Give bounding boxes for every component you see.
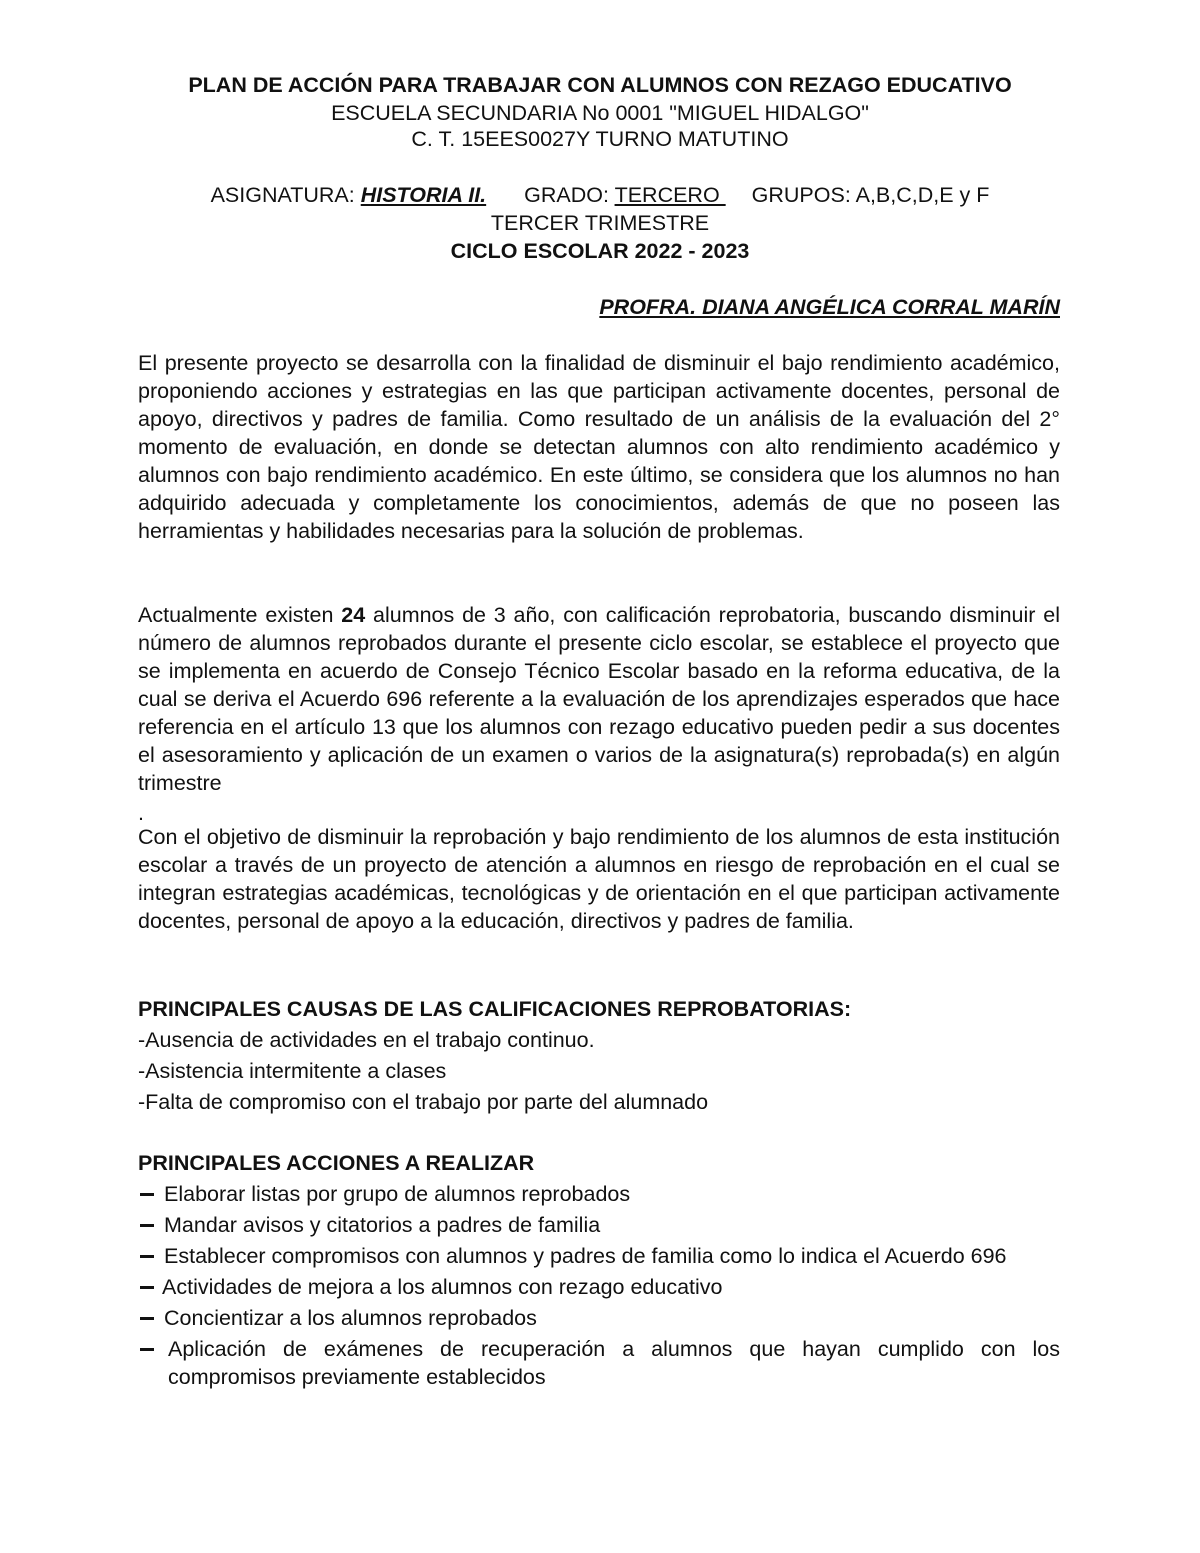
school-name: ESCUELA SECUNDARIA No 0001 "MIGUEL HIDALGO" xyxy=(331,101,869,125)
document-title: PLAN DE ACCIÓN PARA TRABAJAR CON ALUMNOS CON REZAGO EDUCATIVO xyxy=(188,73,1012,97)
action-item xyxy=(138,1304,1060,1332)
subject-value: HISTORIA II. xyxy=(360,183,487,207)
grade-label: GRADO: xyxy=(524,183,615,207)
action-item xyxy=(138,1242,1060,1270)
action-item xyxy=(138,1335,1060,1391)
action-text: Establecer compromisos con alumnos y padres de familia como lo indica el Acuerdo 696 xyxy=(164,1244,1007,1268)
dash-bullet-icon xyxy=(140,1348,154,1351)
teacher-name: PROFRA. DIANA ANGÉLICA CORRAL MARÍN xyxy=(599,295,1060,319)
paragraph2-rest: alumnos de 3 año, con calificación reprobatoria, buscando disminuir el número de alumnos reprobados durante el presente ciclo escolar, se establece el proyecto que se implementa en acuerdo de Consejo Técnico Escolar basado en la reforma educativa, de la cual se deriva el Acuerdo 696 referente a la evaluación de los aprendizajes esperados que hace referencia en el artículo 13 que los alumnos con rezago educativo pueden pedir a sus docentes el asesoramiento y aplicación de un examen o varios de la asignatura(s) reprobada(s) en algún trimestre xyxy=(138,603,1060,795)
objective-paragraph: Con el objetivo de disminuir la reprobación y bajo rendimiento de los alumnos de esta institución escolar a través de un proyecto de atención a alumnos en riesgo de reprobación en el cual se integran estrategias académicas, tecnológicas y de orientación en el que participan activamente docentes, personal de apoyo a la educación, directivos y padres de familia. xyxy=(138,825,1060,933)
dash-bullet-icon xyxy=(140,1317,154,1320)
groups-text: GRUPOS: A,B,C,D,E y F xyxy=(751,183,990,207)
dash-bullet-icon xyxy=(140,1286,154,1289)
subject-grade-groups-line xyxy=(0,181,1200,209)
actions-heading: PRINCIPALES ACCIONES A REALIZAR xyxy=(138,1151,535,1175)
paragraph2-start: Actualmente existen xyxy=(138,603,342,627)
causes-heading: PRINCIPALES CAUSAS DE LAS CALIFICACIONES REPROBATORIAS: xyxy=(138,997,852,1021)
school-code-shift: C. T. 15EES0027Y TURNO MATUTINO xyxy=(411,127,789,151)
grade-value: TERCERO xyxy=(614,183,726,207)
failing-students-count: 24 xyxy=(341,603,366,627)
subject-label: ASIGNATURA: xyxy=(210,183,361,207)
action-text: Mandar avisos y citatorios a padres de familia xyxy=(164,1213,601,1237)
action-text: Actividades de mejora a los alumnos con rezago educativo xyxy=(162,1275,723,1299)
action-item xyxy=(138,1273,1060,1301)
cause-item: -Asistencia intermitente a clases xyxy=(138,1059,447,1083)
action-item xyxy=(138,1180,1060,1208)
cause-item: -Falta de compromiso con el trabajo por parte del alumnado xyxy=(138,1090,709,1114)
students-paragraph xyxy=(138,601,1060,797)
dash-bullet-icon xyxy=(140,1255,154,1258)
intro-paragraph: El presente proyecto se desarrolla con la finalidad de disminuir el bajo rendimiento académico, proponiendo acciones y estrategias en las que participan activamente docentes, personal de apoyo, directivos y padres de familia. Como resultado de un análisis de la evaluación del 2° momento de evaluación, en donde se detectan alumnos con alto rendimiento académico y alumnos con bajo rendimiento académico. En este último, se considera que los alumnos no han adquirido adecuada y completamente los conocimientos, además de que no poseen las herramientas y habilidades necesarias para la solución de problemas. xyxy=(138,351,1060,543)
action-text: Concientizar a los alumnos reprobados xyxy=(164,1306,537,1330)
action-item xyxy=(138,1211,1060,1239)
trimester: TERCER TRIMESTRE xyxy=(490,211,710,235)
school-cycle: CICLO ESCOLAR 2022 - 2023 xyxy=(450,239,750,263)
dash-bullet-icon xyxy=(140,1224,154,1227)
action-text: Aplicación de exámenes de recuperación a alumnos que hayan cumplido con los compromisos previamente establecidos xyxy=(168,1337,1060,1389)
stray-period: . xyxy=(138,801,144,825)
cause-item: -Ausencia de actividades en el trabajo continuo. xyxy=(138,1028,595,1052)
dash-bullet-icon xyxy=(140,1193,154,1196)
action-text: Elaborar listas por grupo de alumnos reprobados xyxy=(164,1182,631,1206)
actions-list xyxy=(138,1180,1060,1394)
causes-list xyxy=(138,1026,708,1119)
